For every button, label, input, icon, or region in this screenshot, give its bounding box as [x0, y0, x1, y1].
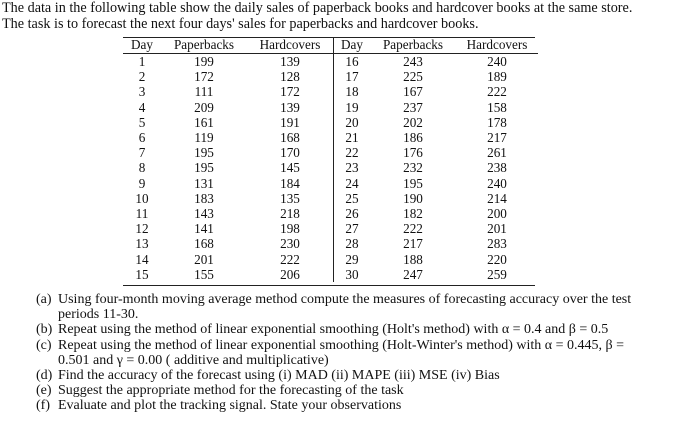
header-day-1: Day — [123, 37, 161, 54]
cell-day-1: 14 — [135, 251, 149, 267]
cell-paperbacks-1: 195 — [194, 160, 214, 176]
header-day-2: Day — [334, 37, 371, 54]
question-label: (e) — [36, 383, 52, 399]
cell-paperbacks-2: 222 — [403, 221, 423, 237]
cell-day-2: 19 — [345, 99, 359, 115]
cell-day-2: 21 — [345, 130, 359, 146]
cell-hardcovers-2: 261 — [487, 145, 507, 161]
cell-day-1: 12 — [135, 221, 149, 237]
header-hardcovers-1: Hardcovers — [247, 37, 334, 54]
cell-hardcovers-2: 259 — [487, 266, 507, 282]
cell-paperbacks-1: 183 — [194, 190, 214, 206]
cell-hardcovers-2: 214 — [487, 190, 507, 206]
cell-day-1: 11 — [135, 206, 149, 222]
cell-hardcovers-2: 220 — [487, 251, 507, 267]
cell-hardcovers-1: 139 — [247, 54, 334, 70]
cell-paperbacks-2: 188 — [403, 251, 423, 267]
question-text: Repeat using the method of linear exponential smoothing (Holt-Winter's method) with α = 0.445, β = — [58, 337, 625, 353]
question-item — [36, 322, 631, 337]
cell-day-2: 17 — [345, 69, 359, 85]
cell-day-2: 28 — [345, 236, 359, 252]
cell-hardcovers-1: 230 — [247, 236, 334, 251]
question-text: Using four-month moving average method compute the measures of forecasting accuracy over the test — [58, 292, 632, 307]
cell-paperbacks-2: 225 — [403, 69, 423, 85]
cell-hardcovers-2: 240 — [487, 175, 507, 191]
cell-paperbacks-1: 131 — [194, 175, 214, 191]
cell-paperbacks-2: 190 — [403, 190, 423, 206]
cell-paperbacks-1: 111 — [194, 84, 214, 100]
cell-hardcovers-2: 189 — [487, 69, 507, 85]
question-item — [36, 338, 631, 353]
table-row — [123, 69, 538, 84]
table-row — [123, 100, 538, 115]
cell-hardcovers-2: 217 — [487, 130, 507, 146]
header-paperbacks-1: Paperbacks — [161, 37, 247, 54]
table-header-row — [123, 37, 538, 54]
intro-line-2: The task is to forecast the next four days' sales for paperbacks and hardcover books. — [2, 15, 479, 32]
question-item — [36, 383, 631, 398]
cell-hardcovers-1: 222 — [247, 252, 334, 267]
cell-hardcovers-2: 201 — [487, 221, 507, 237]
table-row — [123, 145, 538, 160]
question-label: (d) — [36, 368, 53, 384]
questions-list — [36, 292, 631, 414]
cell-paperbacks-2: 202 — [403, 114, 423, 130]
cell-day-2: 18 — [345, 84, 359, 100]
question-label: (a) — [36, 292, 52, 307]
table-row — [123, 252, 538, 267]
cell-hardcovers-1: 139 — [247, 100, 334, 115]
cell-hardcovers-1: 128 — [247, 69, 334, 84]
cell-paperbacks-1: 201 — [194, 251, 214, 267]
table-row — [123, 84, 538, 99]
cell-paperbacks-1: 141 — [194, 221, 214, 237]
cell-paperbacks-2: 217 — [403, 236, 423, 252]
table-bottom-rule — [123, 285, 535, 286]
question-label: (c) — [36, 337, 52, 353]
cell-hardcovers-2: 158 — [487, 99, 507, 115]
cell-day-2: 25 — [345, 190, 359, 206]
table-row — [123, 191, 538, 206]
table-row — [123, 236, 538, 251]
cell-hardcovers-2: 178 — [487, 114, 507, 130]
cell-hardcovers-1: 172 — [247, 84, 334, 99]
cell-paperbacks-2: 182 — [403, 206, 423, 222]
question-text: Find the accuracy of the forecast using (i) MAD (ii) MAPE (iii) MSE (iv) Bias — [58, 368, 500, 384]
question-text: Evaluate and plot the tracking signal. State your observations — [58, 398, 402, 414]
cell-paperbacks-2: 247 — [403, 266, 423, 282]
cell-day-1: 6 — [138, 130, 146, 146]
cell-hardcovers-2: 238 — [487, 160, 507, 176]
cell-paperbacks-1: 199 — [194, 54, 214, 69]
cell-day-2: 30 — [345, 266, 359, 282]
header-hardcovers-2: Hardcovers — [456, 37, 538, 54]
cell-day-1: 7 — [138, 145, 146, 161]
question-label: (b) — [36, 322, 53, 338]
cell-hardcovers-1: 168 — [247, 130, 334, 145]
question-item — [36, 292, 631, 307]
cell-paperbacks-1: 119 — [194, 130, 214, 146]
cell-paperbacks-1: 143 — [194, 206, 214, 222]
cell-hardcovers-1: 206 — [247, 267, 334, 282]
cell-paperbacks-1: 195 — [194, 145, 214, 161]
table-row — [123, 160, 538, 175]
cell-hardcovers-1: 145 — [247, 160, 334, 175]
cell-day-1: 13 — [135, 236, 149, 252]
cell-paperbacks-1: 155 — [194, 266, 214, 282]
cell-day-2: 27 — [345, 221, 359, 237]
question-label: (f) — [36, 398, 50, 414]
intro-line-1: The data in the following table show the daily sales of paperback books and hardcover books at the same store. — [2, 0, 633, 16]
cell-day-1: 8 — [138, 160, 146, 176]
cell-paperbacks-2: 186 — [403, 130, 423, 146]
table-row — [123, 54, 538, 70]
cell-hardcovers-2: 240 — [487, 54, 507, 69]
cell-day-1: 9 — [138, 175, 146, 191]
table-row — [123, 206, 538, 221]
question-text-continued: periods 11-30. — [58, 307, 139, 323]
cell-day-1: 10 — [135, 190, 149, 206]
table-row — [123, 221, 538, 236]
cell-paperbacks-2: 237 — [403, 99, 423, 115]
table-row — [123, 176, 538, 191]
cell-hardcovers-1: 218 — [247, 206, 334, 221]
cell-day-2: 24 — [345, 175, 359, 191]
cell-hardcovers-1: 170 — [247, 145, 334, 160]
question-text: Suggest the appropriate method for the forecasting of the task — [58, 383, 404, 399]
cell-hardcovers-2: 200 — [487, 206, 507, 222]
table-row — [123, 115, 538, 130]
cell-day-2: 23 — [345, 160, 359, 176]
cell-hardcovers-1: 191 — [247, 115, 334, 130]
cell-day-2: 26 — [345, 206, 359, 222]
cell-hardcovers-2: 222 — [487, 84, 507, 100]
table-row — [123, 130, 538, 145]
cell-paperbacks-1: 209 — [194, 99, 214, 115]
cell-day-1: 3 — [138, 84, 146, 100]
sales-table — [123, 37, 538, 282]
cell-day-1: 15 — [135, 266, 149, 282]
cell-hardcovers-1: 184 — [247, 176, 334, 191]
question-item — [36, 368, 631, 383]
cell-hardcovers-2: 283 — [487, 236, 507, 252]
cell-paperbacks-2: 195 — [403, 175, 423, 191]
header-paperbacks-2: Paperbacks — [370, 37, 456, 54]
cell-day-1: 1 — [138, 54, 146, 69]
cell-day-2: 20 — [345, 114, 359, 130]
cell-paperbacks-2: 232 — [403, 160, 423, 176]
cell-hardcovers-1: 198 — [247, 221, 334, 236]
cell-paperbacks-2: 167 — [403, 84, 423, 100]
cell-paperbacks-2: 176 — [403, 145, 423, 161]
cell-paperbacks-1: 168 — [194, 236, 214, 252]
cell-day-1: 4 — [138, 99, 146, 115]
question-item — [36, 398, 631, 413]
intro-paragraph — [2, 1, 632, 32]
table-row — [123, 267, 538, 282]
question-text-continued: 0.501 and γ = 0.00 ( additive and multiplicative) — [58, 352, 329, 368]
cell-hardcovers-1: 135 — [247, 191, 334, 206]
cell-paperbacks-1: 161 — [194, 114, 214, 130]
cell-paperbacks-1: 172 — [194, 69, 214, 85]
cell-day-1: 2 — [138, 69, 146, 85]
cell-day-2: 22 — [345, 145, 359, 161]
cell-day-2: 16 — [345, 54, 359, 69]
question-text: Repeat using the method of linear exponential smoothing (Holt's method) with α = 0.4 and β = 0.5 — [58, 322, 609, 338]
cell-paperbacks-2: 243 — [403, 54, 423, 69]
table-body — [123, 54, 538, 283]
cell-day-2: 29 — [345, 251, 359, 267]
cell-day-1: 5 — [138, 114, 146, 130]
